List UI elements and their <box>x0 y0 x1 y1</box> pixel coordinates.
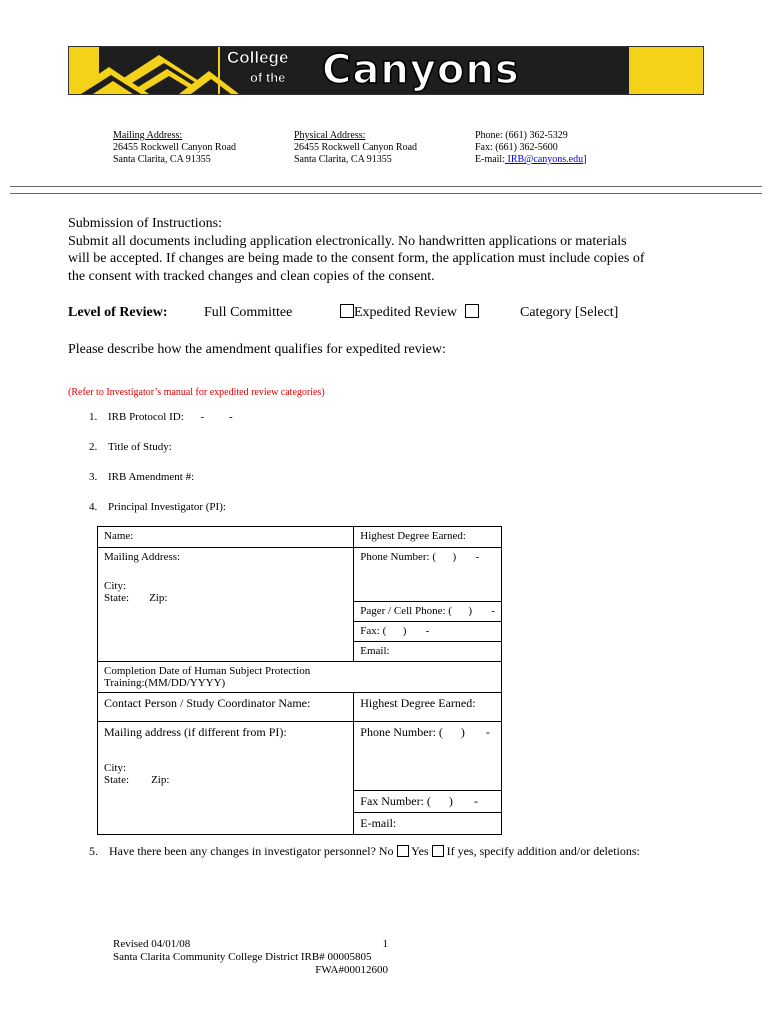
phone-text: Phone: (661) 362-5329 <box>475 130 568 141</box>
expedited-categories-hint: (Refer to Investigator’s manual for expedited review categories) <box>68 387 325 398</box>
contact-email-cell[interactable] <box>354 813 502 835</box>
pi-pager-label: Pager / Cell Phone: ( ) - <box>360 605 495 617</box>
contact-phone-cell[interactable] <box>354 722 502 791</box>
personnel-no-checkbox[interactable] <box>397 845 409 857</box>
college-logo-banner <box>68 46 704 95</box>
training-date-label-line2: Training:(MM/DD/YYYY) <box>104 677 226 689</box>
pi-degree-cell[interactable] <box>354 527 502 548</box>
expedited-review-label: Expedited Review <box>354 305 458 320</box>
footer-page-number: 1 <box>382 938 388 950</box>
full-committee-option: Full Committee <box>204 305 293 320</box>
mailing-address-label: Mailing Address: <box>113 130 183 141</box>
email-line <box>475 154 586 166</box>
pi-name-label: Name: <box>104 530 134 542</box>
contact-zip-label: Zip: <box>151 774 170 786</box>
instructions-line3: the consent with tracked changes and clean copies of the consent. <box>68 268 435 284</box>
pi-table <box>97 526 502 835</box>
item-4 <box>89 501 226 513</box>
item-3-number: 3. <box>89 471 98 483</box>
principal-investigator-label: Principal Investigator (PI): <box>108 501 226 513</box>
pi-degree-label: Highest Degree Earned: <box>360 530 466 542</box>
physical-address-label: Physical Address: <box>294 130 366 141</box>
pi-mailing-cell[interactable] <box>98 548 354 662</box>
item-3 <box>89 471 194 483</box>
instructions-line2: will be accepted. If changes are being made to the consent form, the application must include copies of <box>68 251 645 266</box>
header-divider-top <box>10 186 762 187</box>
pi-phone-cell[interactable] <box>354 548 502 602</box>
logo-canyons-text: Canyons <box>322 47 520 93</box>
contact-mailing-cell[interactable] <box>98 722 354 835</box>
pi-name-cell[interactable] <box>98 527 354 548</box>
training-date-label-line1: Completion Date of Human Subject Protection <box>104 665 311 677</box>
level-of-review-label: Level of Review: <box>68 305 168 320</box>
physical-address-line1: 26455 Rockwell Canyon Road <box>294 142 418 153</box>
expedited-review-checkbox[interactable] <box>465 304 479 318</box>
fax-text: Fax: (661) 362-5600 <box>475 142 558 153</box>
contact-person-cell[interactable] <box>98 693 354 722</box>
pi-state-label: State: <box>104 592 130 604</box>
instructions-title: Submission of Instructions: <box>68 216 223 231</box>
item-4-number: 4. <box>89 501 98 513</box>
footer-revised: Revised 04/01/08 <box>113 938 191 950</box>
physical-address-block <box>294 130 417 166</box>
personnel-yes-checkbox[interactable] <box>432 845 444 857</box>
email-close: ] <box>583 154 587 165</box>
personnel-changes-question: Have there been any changes in investigator personnel? No <box>109 844 394 858</box>
describe-prompt: Please describe how the amendment qualifies for expedited review: <box>68 342 446 357</box>
contact-person-label: Contact Person / Study Coordinator Name: <box>104 696 311 710</box>
personnel-yes-label: Yes <box>411 844 429 858</box>
contact-state-label: State: <box>104 774 130 786</box>
title-of-study-label: Title of Study: <box>108 441 172 453</box>
contact-fax-cell[interactable] <box>354 791 502 813</box>
email-label: E-mail: <box>475 154 505 165</box>
irb-protocol-id-label: IRB Protocol ID: <box>108 411 184 423</box>
irb-amendment-label: IRB Amendment #: <box>108 471 195 483</box>
contact-degree-cell[interactable] <box>354 693 502 722</box>
pi-mailing-label: Mailing Address: <box>104 551 181 563</box>
pi-fax-label: Fax: ( ) - <box>360 625 430 637</box>
physical-address-line2: Santa Clarita, CA 91355 <box>294 154 392 165</box>
pi-fax-cell[interactable] <box>354 622 502 642</box>
expedited-review-option <box>340 304 479 322</box>
mailing-address-block <box>113 130 236 166</box>
instructions-line1: Submit all documents including application electronically. No handwritten applications or materials <box>68 233 627 249</box>
training-date-cell[interactable] <box>98 662 502 693</box>
category-select[interactable]: Category [Select] <box>520 305 619 320</box>
contact-email-label: E-mail: <box>360 816 397 830</box>
pi-pager-cell[interactable] <box>354 602 502 622</box>
item-1-number: 1. <box>89 411 98 423</box>
logo-ofthe-text: of the <box>250 70 286 85</box>
email-link[interactable]: IRB@canyons.edu <box>505 154 584 165</box>
item-2 <box>89 441 172 453</box>
pi-email-cell[interactable] <box>354 642 502 662</box>
contact-city-label: City: <box>104 762 127 774</box>
pi-phone-label: Phone Number: ( ) - <box>360 551 480 563</box>
instructions-block <box>68 215 748 285</box>
mailing-address-line2: Santa Clarita, CA 91355 <box>113 154 211 165</box>
pi-zip-label: Zip: <box>149 592 168 604</box>
logo-college-text: College <box>227 48 289 67</box>
header-divider-bottom <box>10 193 762 194</box>
footer <box>113 938 388 977</box>
personnel-specify-label: If yes, specify addition and/or deletions: <box>446 844 640 858</box>
item-1 <box>89 411 233 423</box>
full-committee-checkbox[interactable] <box>340 304 354 318</box>
item-5 <box>89 844 640 859</box>
irb-protocol-id-field[interactable]: - - <box>200 411 233 423</box>
footer-district: Santa Clarita Community College District IRB# 00005805 <box>113 951 372 963</box>
contact-fax-label: Fax Number: ( ) - <box>360 794 478 808</box>
contact-block <box>475 130 586 166</box>
mailing-address-line1: 26455 Rockwell Canyon Road <box>113 142 237 153</box>
contact-degree-label: Highest Degree Earned: <box>360 696 476 710</box>
item-2-number: 2. <box>89 441 98 453</box>
contact-phone-label: Phone Number: ( ) - <box>360 725 490 739</box>
pi-city-label: City: <box>104 580 127 592</box>
contact-mailing-label: Mailing address (if different from PI): <box>104 725 287 739</box>
footer-fwa: FWA#00012600 <box>315 964 388 976</box>
pi-email-label: Email: <box>360 645 390 657</box>
item-5-number: 5. <box>89 844 98 858</box>
